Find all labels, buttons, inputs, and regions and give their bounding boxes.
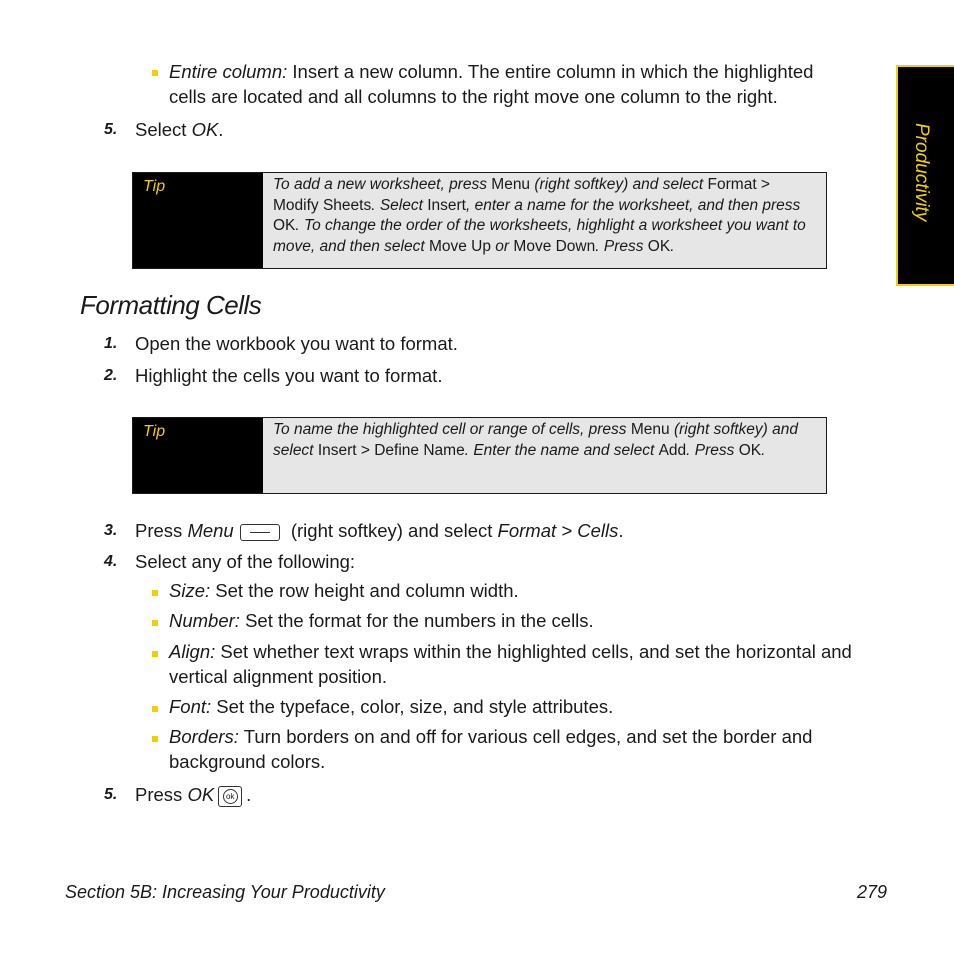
step-text: Press Menu (right softkey) and select Format > Cells. — [135, 520, 624, 541]
bullet-icon — [152, 70, 158, 76]
section-side-tab — [896, 65, 954, 286]
entire-column-item — [169, 59, 889, 109]
page-number: 279 — [857, 882, 888, 902]
bullet-icon — [152, 651, 158, 657]
item-term: Entire column: — [169, 61, 288, 82]
step-number: 1. — [104, 335, 118, 352]
tip-label: Tip — [133, 173, 263, 268]
step-text: Highlight the cells you want to format. — [135, 365, 443, 386]
step-text: Press OK ok . — [135, 784, 252, 805]
step-number: 5. — [104, 786, 118, 803]
bullet-icon — [152, 620, 158, 626]
tip-text: To name the highlighted cell or range of cells, press Menu (right softkey) and select Insert > Define Name. Enter the name and select Add. Press OK. — [273, 421, 798, 459]
menu-key-icon — [240, 524, 280, 541]
step-number: 2. — [104, 367, 118, 384]
option-item: Font: Set the typeface, color, size, and style attributes. — [169, 696, 614, 717]
section-heading: Formatting Cells — [80, 290, 262, 320]
tip-box — [132, 172, 827, 269]
item-text-cont: cells are located and all columns to the right move one column to the right. — [169, 86, 778, 107]
tip-label: Tip — [133, 418, 263, 493]
step-text: Open the workbook you want to format. — [135, 333, 458, 354]
footer-section: Section 5B: Increasing Your Productivity — [65, 882, 385, 902]
option-item: Number: Set the format for the numbers in the cells. — [169, 610, 594, 631]
ok-key-icon: ok — [218, 786, 242, 807]
bullet-icon — [152, 706, 158, 712]
side-tab-label: Productivity — [911, 123, 932, 222]
tip-text: To add a new worksheet, press Menu (right softkey) and select Format > Modify Sheets. Select Insert, enter a name for the worksheet, and then press OK. To change the order of the worksheets, highlight a worksheet you want to move, and then select Move Up or Move Down. Press OK. — [273, 176, 806, 255]
step-text: Select OK. — [135, 119, 224, 140]
tip-box — [132, 417, 827, 494]
step-number: 5. — [104, 121, 118, 138]
item-text: Insert a new column. The entire column in which the highlighted — [287, 61, 814, 82]
option-item: Borders: Turn borders on and off for various cell edges, and set the border and background colors. — [169, 726, 813, 772]
option-item: Align: Set whether text wraps within the highlighted cells, and set the horizontal and vertical alignment position. — [169, 641, 852, 687]
option-item: Size: Set the row height and column width. — [169, 580, 519, 601]
step-text: Select any of the following: — [135, 551, 356, 572]
bullet-icon — [152, 590, 158, 596]
bullet-icon — [152, 736, 158, 742]
step-number: 4. — [104, 553, 118, 570]
step-number: 3. — [104, 522, 118, 539]
